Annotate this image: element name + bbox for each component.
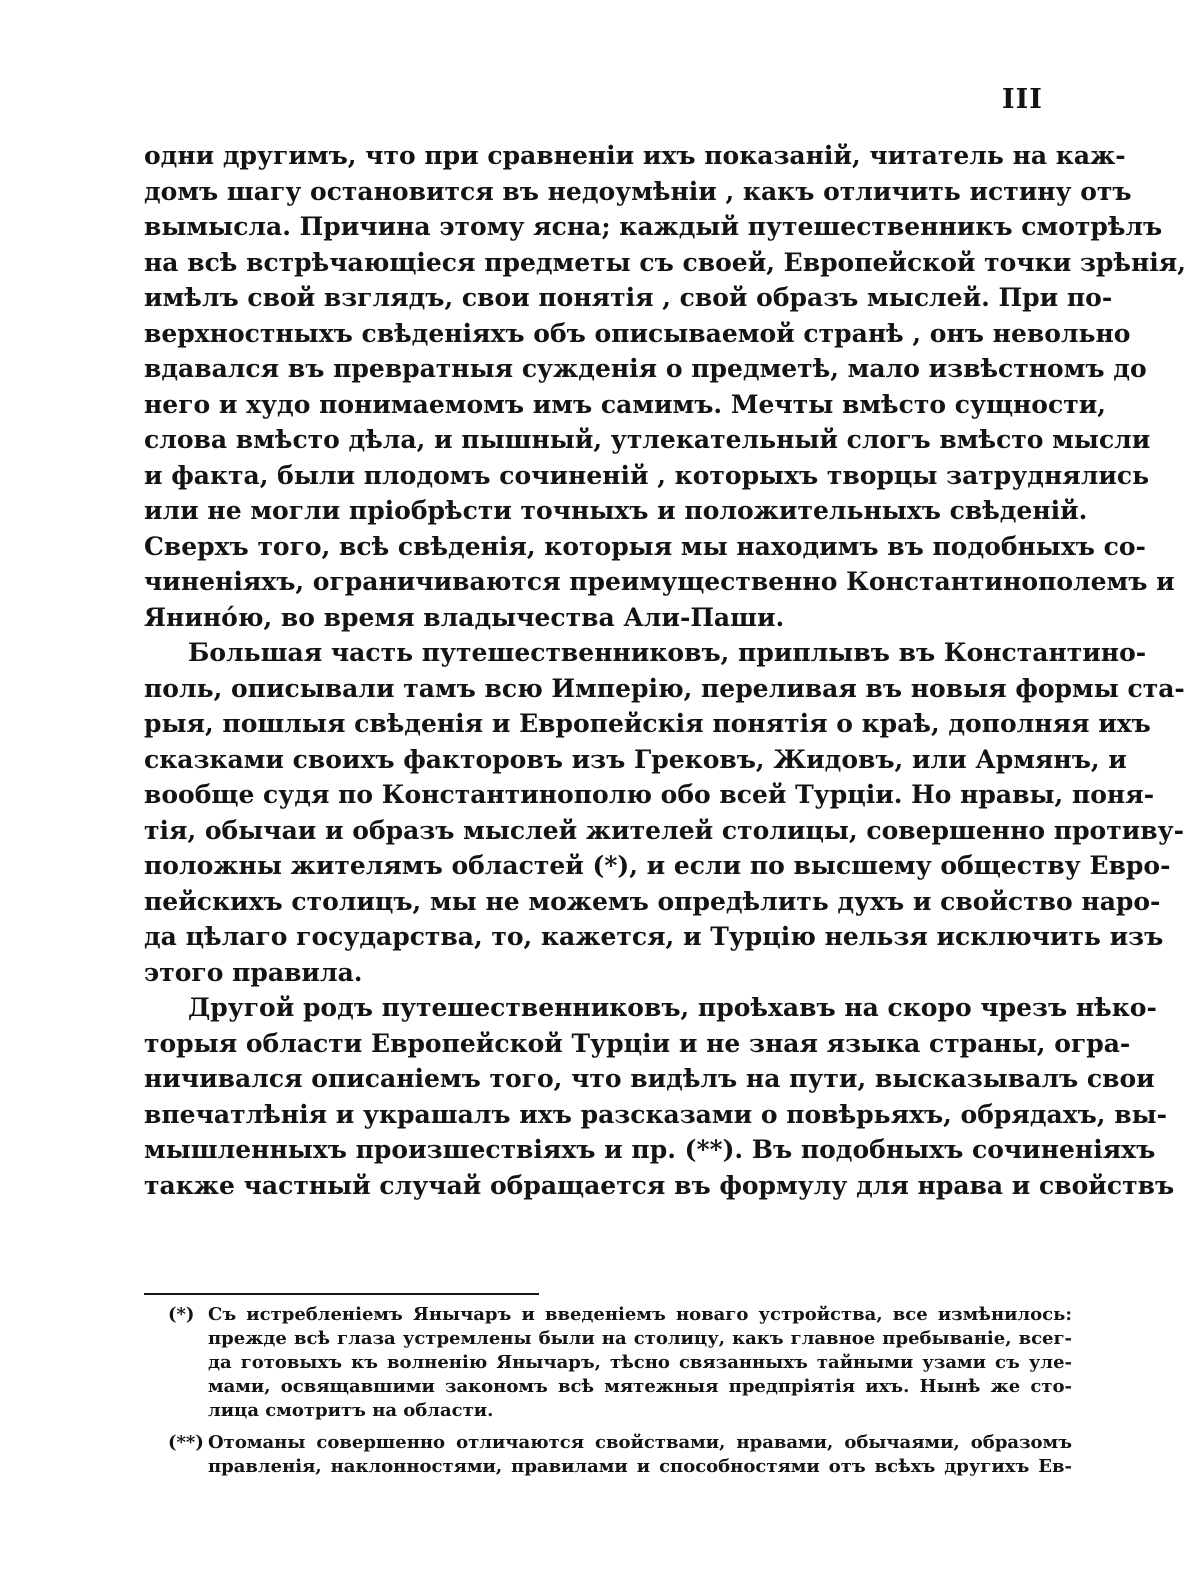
footnote-1 xyxy=(168,1303,1072,1423)
footnote-line: мами, освящавшими закономъ всѣ мятежныя предпріятія ихъ. Нынѣ же сто- xyxy=(208,1376,1072,1397)
footnote-text: Съ истребленіемъ Янычаръ и введеніемъ новаго устройства, все измѣнилось: xyxy=(208,1304,1072,1325)
text-line: слова вмѣсто дѣла, и пышный, утлекательный слогъ вмѣсто мысли xyxy=(144,425,1151,454)
text-line: на всѣ встрѣчающіеся предметы съ своей, Европейской точки зрѣнія, xyxy=(144,247,1186,277)
text-line: него и худо понимаемомъ имъ самимъ. Мечты вмѣсто сущности, xyxy=(144,389,1106,419)
text-line: чиненіяхъ, ограничиваются преимущественно Константинополемъ и xyxy=(144,567,1175,596)
text-line: Сверхъ того, всѣ свѣденія, которыя мы находимъ въ подобныхъ со- xyxy=(144,531,1146,561)
text-line: рыя, пошлыя свѣденія и Европейскія понятія о краѣ, дополняя ихъ xyxy=(144,709,1151,738)
footnote-2 xyxy=(168,1431,1072,1479)
footnote-line xyxy=(168,1303,1072,1327)
text-line: домъ шагу остановится въ недоумѣніи , какъ отличить истину отъ xyxy=(144,176,1132,206)
text-line: Другой родъ путешественниковъ, проѣхавъ на скоро чрезъ нѣко- xyxy=(188,993,1157,1022)
text-line: сказками своихъ факторовъ изъ Грековъ, Жидовъ, или Армянъ, и xyxy=(144,744,1127,774)
text-line: мышленныхъ произшествіяхъ и пр. (**). Въ подобныхъ сочиненіяхъ xyxy=(144,1135,1156,1164)
text-line: да цѣлаго государства, то, кажется, и Турцію нельзя исключить изъ xyxy=(144,922,1164,951)
text-line: ничивался описаніемъ того, что видѣлъ на пути, высказывалъ свои xyxy=(144,1064,1155,1093)
text-line: этого правила. xyxy=(144,957,363,987)
main-text xyxy=(144,138,1186,1203)
text-line: пейскихъ столицъ, мы не можемъ опредѣлить духъ и свойство наро- xyxy=(144,886,1161,916)
text-line: Большая часть путешественниковъ, приплывъ въ Константино- xyxy=(188,638,1147,667)
text-line: впечатлѣнія и украшалъ ихъ разсказами о повѣрьяхъ, обрядахъ, вы- xyxy=(144,1099,1168,1129)
footnote-marker: (*) xyxy=(168,1304,195,1325)
footnote-divider xyxy=(144,1293,539,1295)
paragraph-2 xyxy=(144,635,1185,990)
text-line: тія, обычаи и образъ мыслей жителей столицы, совершенно противу- xyxy=(144,815,1185,845)
text-line: также частный случай обращается въ формулу для нрава и свойствъ xyxy=(144,1170,1175,1200)
text-line: одни другимъ, что при сравненіи ихъ показаній, читатель на каж- xyxy=(144,141,1126,170)
footnote-marker: (**) xyxy=(168,1432,204,1453)
footnote-line: да готовыхъ къ волненію Янычаръ, тѣсно связанныхъ тайными узами съ уле- xyxy=(208,1352,1072,1373)
text-line: поль, описывали тамъ всю Имперію, переливая въ новыя формы ста- xyxy=(144,673,1185,703)
paragraph-1 xyxy=(144,138,1186,635)
page-number: III xyxy=(1002,84,1043,115)
text-line: положны жителямъ областей (*), и если по высшему обществу Евро- xyxy=(144,851,1171,880)
paragraph-3 xyxy=(144,990,1175,1203)
footnotes xyxy=(168,1303,1072,1479)
text-line: торыя области Европейской Турціи и не зная языка страны, огра- xyxy=(144,1028,1131,1058)
footnote-line: правленія, наклонностями, правилами и способностями отъ всѣхъ другихъ Ев- xyxy=(208,1456,1072,1477)
footnote-line xyxy=(168,1431,1072,1455)
text-line: имѣлъ свой взглядъ, свои понятія , свой образъ мыслей. При по- xyxy=(144,283,1113,312)
text-line: вдавался въ превратныя сужденія о предметѣ, мало извѣстномъ до xyxy=(144,354,1147,383)
text-line: верхностныхъ свѣденіяхъ объ описываемой странѣ , онъ невольно xyxy=(144,318,1131,348)
footnote-text: Отоманы совершенно отличаются свойствами, нравами, обычаями, образомъ xyxy=(208,1432,1072,1453)
footnote-line: прежде всѣ глаза устремлены были на столицу, какъ главное пребываніе, всег- xyxy=(208,1328,1072,1349)
text-line: вообще судя по Константинополю обо всей Турціи. Но нравы, поня- xyxy=(144,780,1155,809)
text-line: или не могли пріобрѣсти точныхъ и положительныхъ свѣденій. xyxy=(144,496,1088,525)
text-line: и факта, были плодомъ сочиненій , которыхъ творцы затруднялись xyxy=(144,460,1150,490)
text-line: Янинóю, во время владычества Али-Паши. xyxy=(144,602,785,632)
text-line: вымысла. Причина этому ясна; каждый путешественникъ смотрѣлъ xyxy=(144,212,1163,241)
footnote-line: лица смотритъ на области. xyxy=(208,1400,494,1421)
